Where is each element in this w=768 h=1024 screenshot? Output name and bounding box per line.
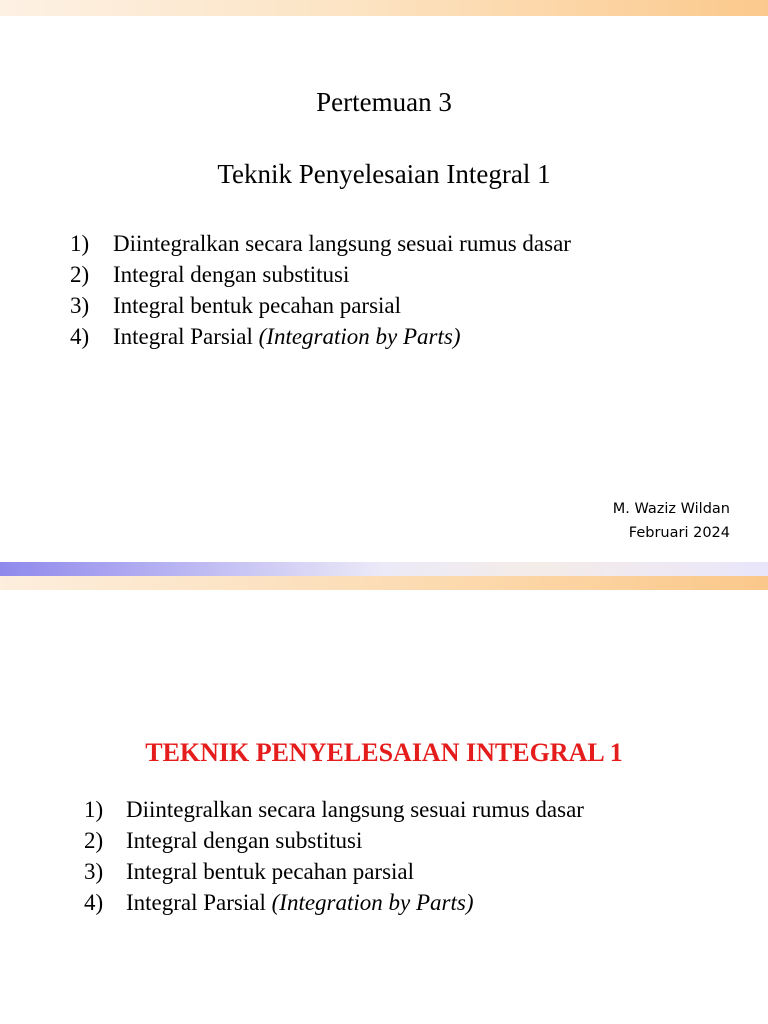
list-item-text: Integral dengan substitusi bbox=[113, 262, 350, 287]
list-item-text: Diintegralkan secara langsung sesuai rumus dasar bbox=[113, 231, 571, 256]
list-item-italic: (Integration by Parts) bbox=[258, 324, 461, 349]
slide-title: Pertemuan 3 bbox=[316, 87, 452, 117]
list-item-number: 1) bbox=[70, 231, 90, 256]
list-item-text: Diintegralkan secara langsung sesuai rumus dasar bbox=[126, 797, 584, 822]
list-item-number: 3) bbox=[70, 293, 90, 318]
list-item bbox=[70, 321, 571, 352]
list-item-number: 3) bbox=[84, 859, 104, 884]
slide-header-bar bbox=[0, 0, 768, 16]
author-name: M. Waziz Wildan bbox=[612, 501, 730, 517]
list-item-number: 2) bbox=[84, 828, 104, 853]
slide-heading: TEKNIK PENYELESAIAN INTEGRAL 1 bbox=[145, 738, 623, 767]
list-item-text: Integral dengan substitusi bbox=[126, 828, 363, 853]
list-item-text: Integral Parsial bbox=[113, 324, 259, 349]
list-item-number: 1) bbox=[84, 797, 104, 822]
list-item-number: 4) bbox=[70, 324, 90, 349]
list-item bbox=[84, 825, 584, 856]
list-item-text: Integral bentuk pecahan parsial bbox=[126, 859, 415, 884]
slide-header-bar bbox=[0, 576, 768, 590]
list-item bbox=[70, 290, 571, 321]
author-block bbox=[613, 497, 730, 545]
slide-subtitle: Teknik Penyelesaian Integral 1 bbox=[217, 159, 551, 189]
list-item bbox=[70, 259, 571, 290]
technique-list bbox=[70, 228, 571, 352]
list-item-italic: (Integration by Parts) bbox=[271, 890, 474, 915]
list-item bbox=[84, 887, 584, 918]
list-item bbox=[84, 794, 584, 825]
list-item-number: 2) bbox=[70, 262, 90, 287]
list-item-text: Integral bentuk pecahan parsial bbox=[113, 293, 402, 318]
list-item-text: Integral Parsial bbox=[126, 890, 272, 915]
list-item bbox=[84, 856, 584, 887]
list-item bbox=[70, 228, 571, 259]
technique-list bbox=[84, 794, 584, 918]
presentation-date: Februari 2024 bbox=[628, 525, 730, 541]
list-item-number: 4) bbox=[84, 890, 104, 915]
